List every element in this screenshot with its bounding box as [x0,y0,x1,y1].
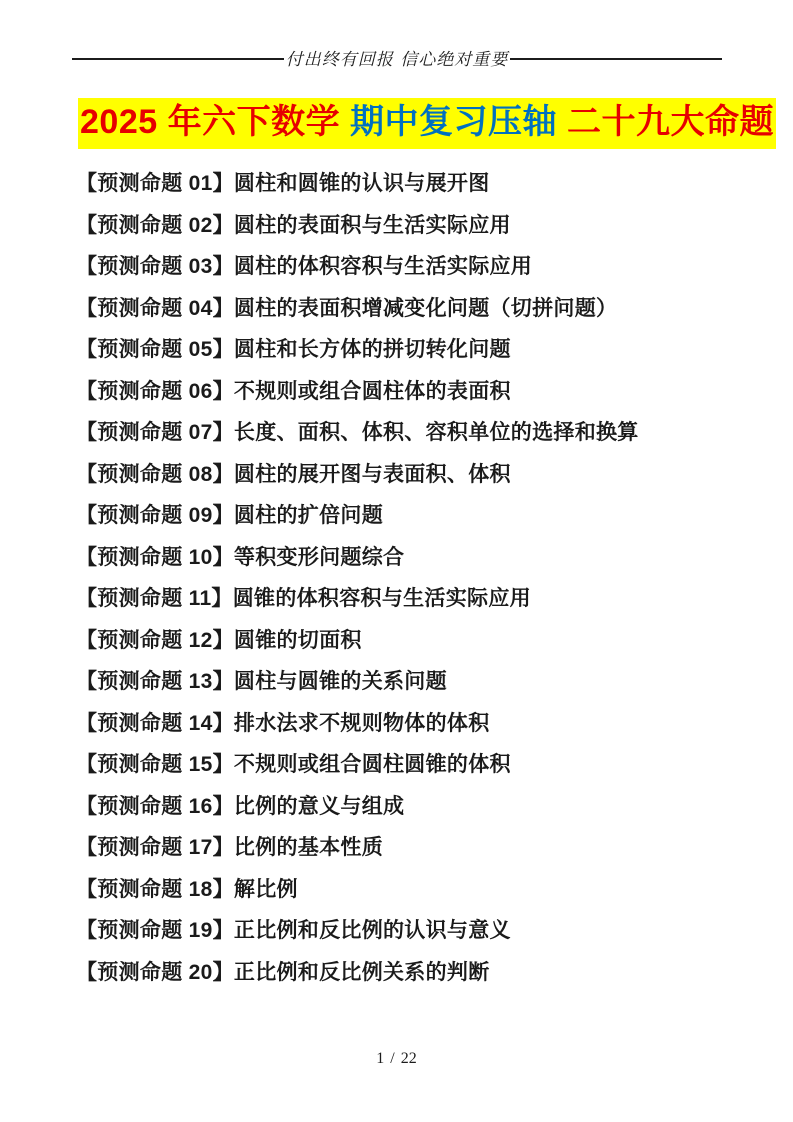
list-item [76,959,725,987]
item-title: 比例的基本性质 [233,836,384,859]
list-item [76,668,725,696]
item-label: 【预测命题 02】 [76,213,234,237]
item-label: 【预测命题 11】 [76,587,233,610]
item-title: 正比例和反比例关系的判断 [233,960,490,984]
page-header [72,46,722,71]
item-label: 【预测命题 04】 [76,296,234,320]
item-title: 圆柱的体积容积与生活实际应用 [233,255,533,278]
page-footer [0,1050,793,1068]
list-item [76,419,725,447]
item-title: 长度、面积、体积、容积单位的选择和换算 [233,421,639,444]
list-item [76,295,725,323]
header-rule-left [72,58,284,60]
item-title: 圆柱的表面积增减变化问题（切拼问题） [233,296,618,320]
footer-page-number: 1 [376,1050,385,1067]
prediction-topic-list [76,170,725,1000]
item-label: 【预测命题 20】 [76,960,234,984]
list-item [76,461,725,489]
item-title: 圆锥的切面积 [233,628,362,652]
list-item [76,751,725,779]
list-item [76,212,725,240]
item-label: 【预测命题 07】 [76,421,234,444]
list-item [76,253,725,281]
item-label: 【预测命题 05】 [76,338,234,361]
item-label: 【预测命题 03】 [76,255,234,278]
footer-total-pages: 22 [400,1050,417,1067]
page-title-segment: 二十九大命题 [567,103,774,141]
page-title-segment: 2025 年六下数学 [80,103,341,141]
item-label: 【预测命题 16】 [76,794,234,818]
list-item [76,544,725,572]
item-title: 不规则或组合圆柱圆锥的体积 [233,753,511,776]
item-title: 排水法求不规则物体的体积 [233,711,490,735]
list-item [76,627,725,655]
page-title [78,98,776,149]
item-label: 【预测命题 19】 [76,919,234,942]
item-label: 【预测命题 01】 [76,172,234,195]
list-item [76,170,725,198]
item-label: 【预测命题 17】 [76,836,234,859]
page-title-segment: 期中复习压轴 [350,103,558,141]
header-motto: 付出终有回报 信心绝对重要 [285,50,509,70]
list-item [76,917,725,945]
list-item [76,378,725,406]
item-title: 解比例 [233,877,298,901]
list-item [76,502,725,530]
list-item [76,710,725,738]
item-title: 等积变形问题综合 [233,545,405,569]
item-label: 【预测命题 08】 [76,462,234,486]
item-title: 圆柱的扩倍问题 [233,504,384,527]
item-label: 【预测命题 15】 [76,753,234,776]
item-label: 【预测命题 10】 [76,545,234,569]
item-title: 圆柱和长方体的拼切转化问题 [233,338,511,361]
item-title: 圆柱的表面积与生活实际应用 [233,213,511,237]
item-label: 【预测命题 18】 [76,877,234,901]
title-row [78,98,774,149]
item-label: 【预测命题 14】 [76,711,234,735]
list-item [76,876,725,904]
list-item [76,834,725,862]
item-title: 正比例和反比例的认识与意义 [233,919,511,942]
header-rule-right [510,58,722,60]
item-label: 【预测命题 13】 [76,670,234,693]
item-title: 不规则或组合圆柱体的表面积 [233,379,511,403]
item-label: 【预测命题 12】 [76,628,234,652]
list-item [76,793,725,821]
item-title: 圆柱和圆锥的认识与展开图 [233,172,490,195]
list-item [76,336,725,364]
item-title: 圆锥的体积容积与生活实际应用 [232,587,531,610]
item-label: 【预测命题 09】 [76,504,234,527]
item-title: 圆柱与圆锥的关系问题 [233,670,447,693]
item-title: 比例的意义与组成 [233,794,405,818]
item-label: 【预测命题 06】 [76,379,234,403]
footer-separator: / [390,1050,395,1067]
list-item [76,585,725,613]
item-title: 圆柱的展开图与表面积、体积 [233,462,511,486]
